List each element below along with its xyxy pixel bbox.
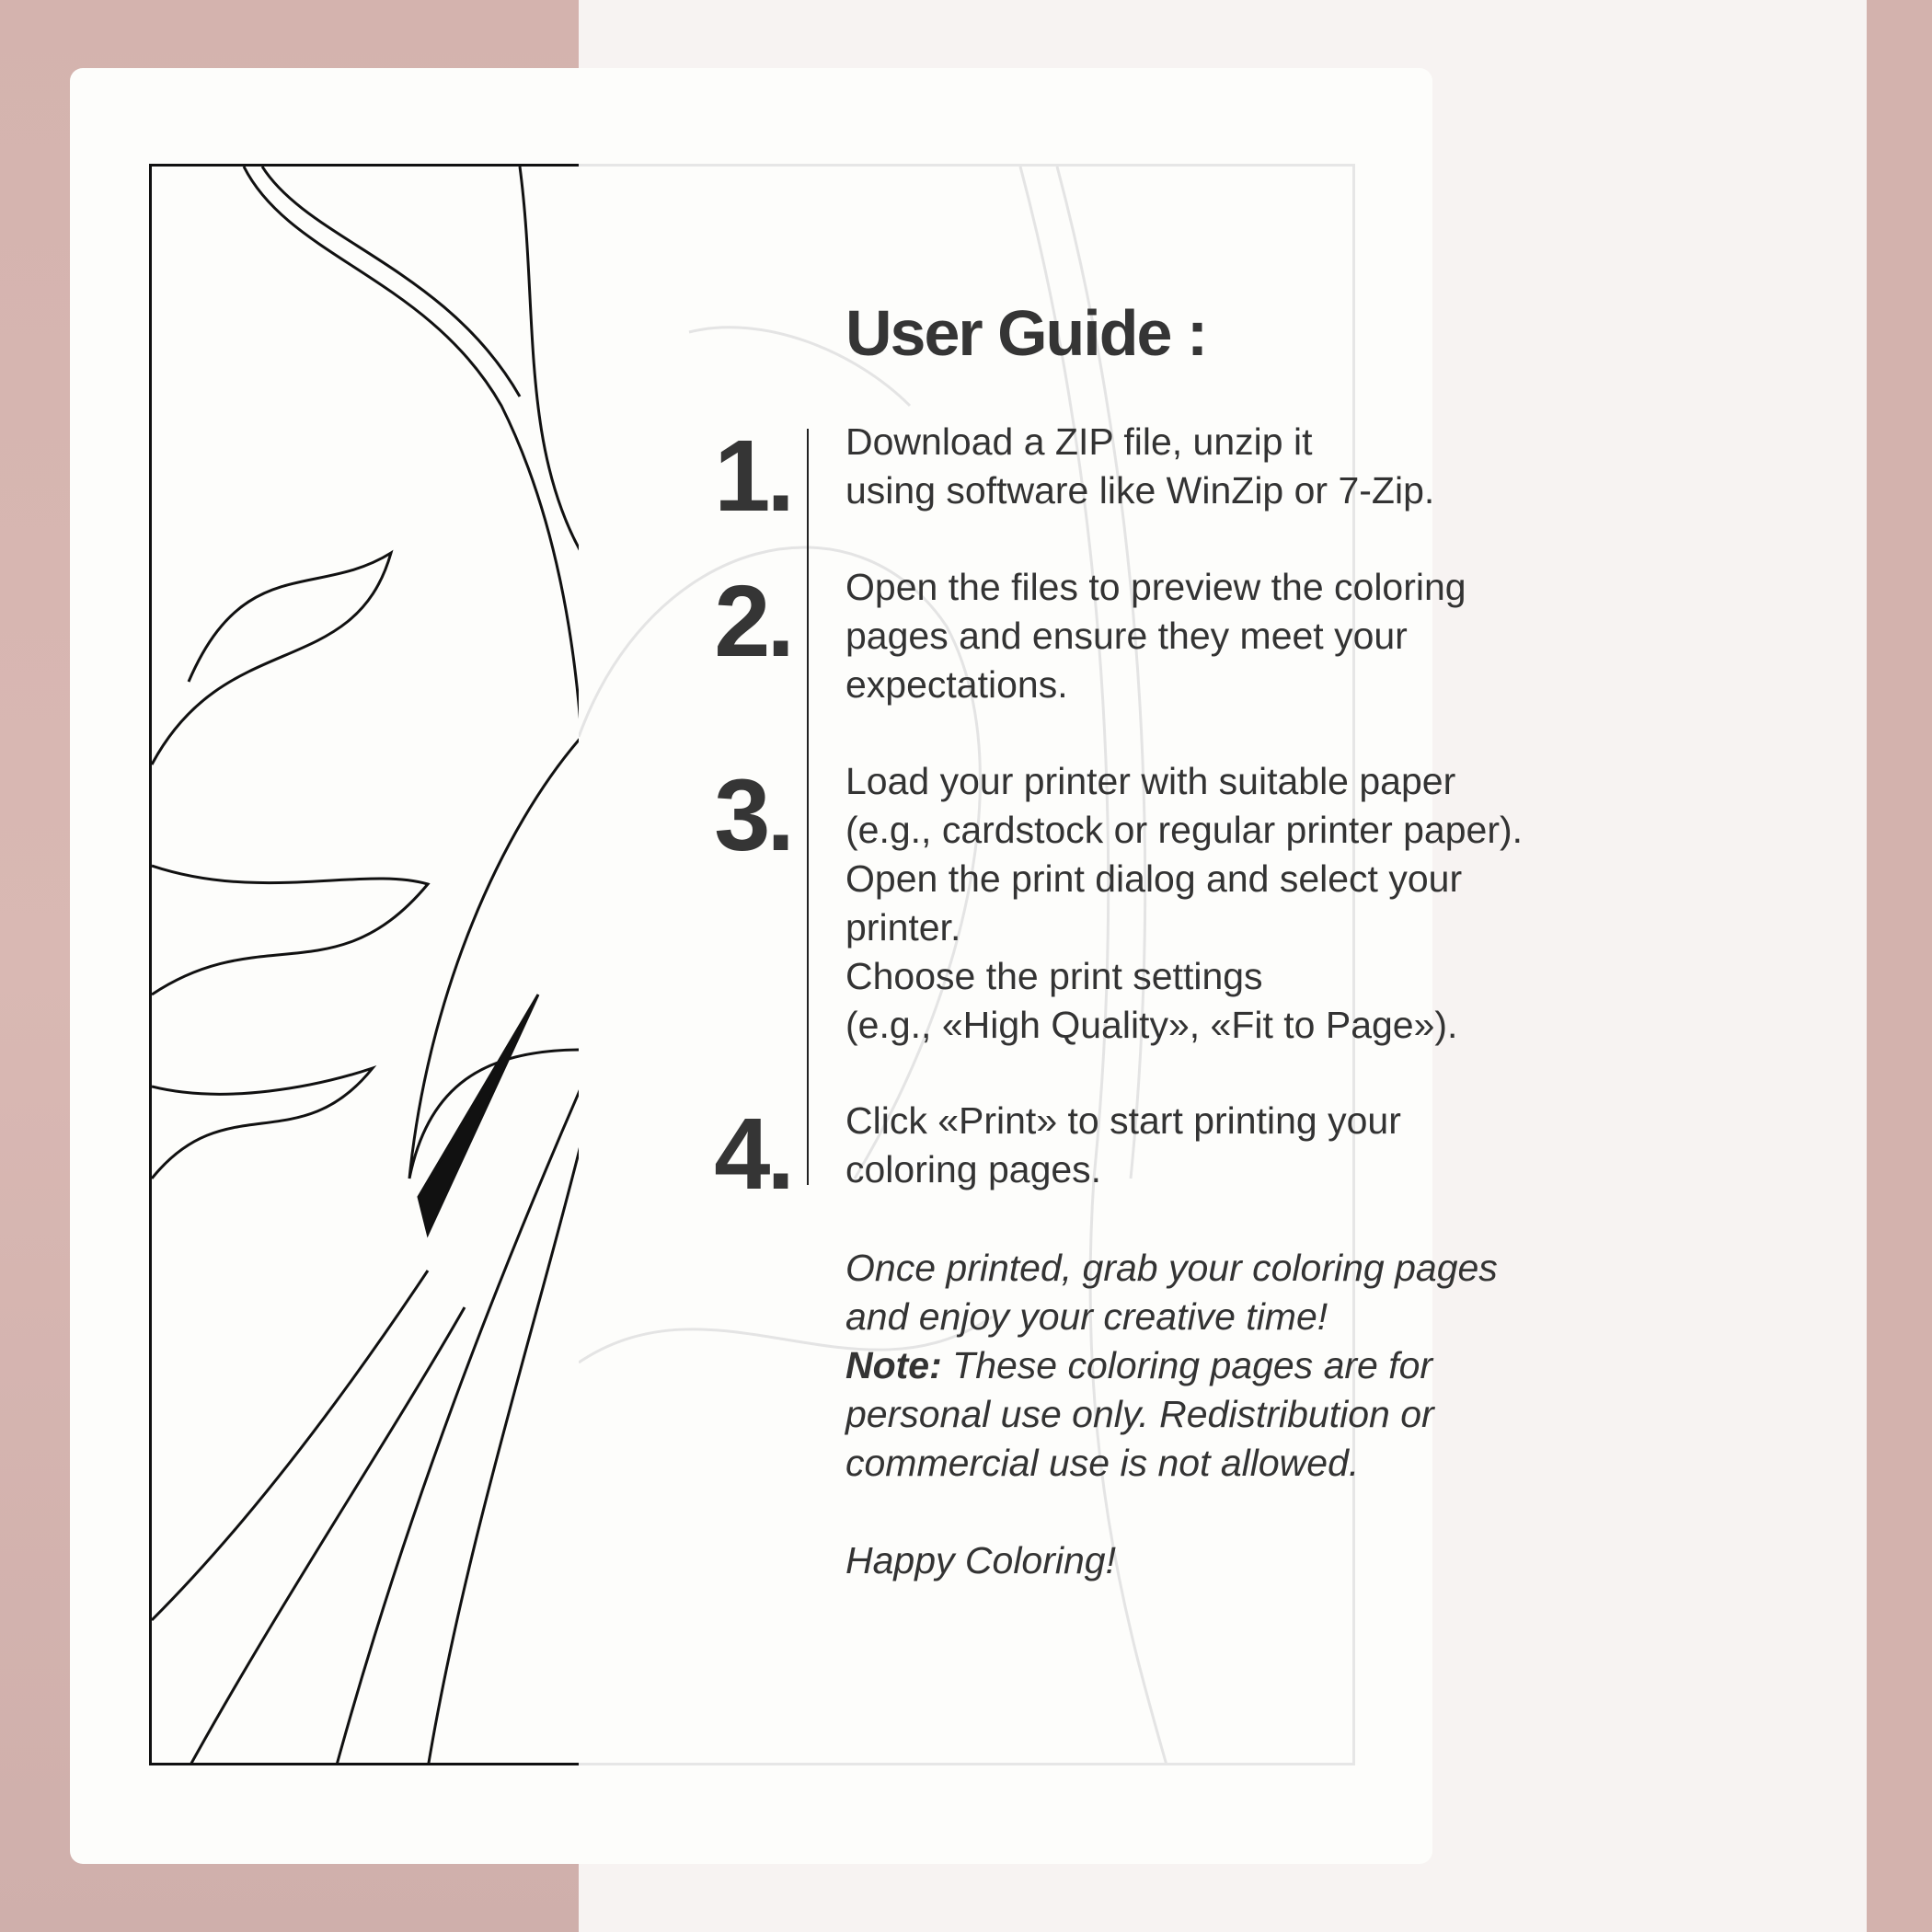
step-text: Open the files to preview the coloring pages and ensure they meet your expectations. <box>845 566 1466 706</box>
closing-line: personal use only. Redistribution or <box>845 1393 1434 1435</box>
step-number: 1. <box>714 420 791 533</box>
note-line <box>845 1341 1498 1390</box>
steps-divider <box>807 429 809 1185</box>
closing-line: commercial use is not allowed. <box>845 1442 1360 1484</box>
step-number: 4. <box>714 1098 791 1211</box>
coloring-page-preview <box>149 164 579 1765</box>
step-number: 2. <box>714 565 791 678</box>
sign-off: Happy Coloring! <box>845 1539 1116 1581</box>
step-text: Click «Print» to start printing your coloring pages. <box>845 1099 1401 1190</box>
step-text: Download a ZIP file, unzip it using software like WinZip or 7-Zip. <box>845 420 1435 512</box>
step-text: Load your printer with suitable paper (e.g., cardstock or regular printer paper). Open the print dialog and select your printer. Choose the print settings (e.g., «High Quality», «Fit to Page»). <box>845 760 1524 1046</box>
background-strip <box>1867 0 1932 1932</box>
step-number: 3. <box>714 759 791 872</box>
note-label: Note: <box>845 1344 942 1386</box>
page-title: User Guide : <box>845 297 1207 369</box>
bird-line-art-icon <box>152 167 579 1765</box>
closing-line: and enjoy your creative time! <box>845 1295 1328 1338</box>
note-text: These coloring pages are for <box>941 1344 1433 1386</box>
closing-message <box>845 1244 1498 1585</box>
closing-line: Once printed, grab your coloring pages <box>845 1247 1498 1289</box>
